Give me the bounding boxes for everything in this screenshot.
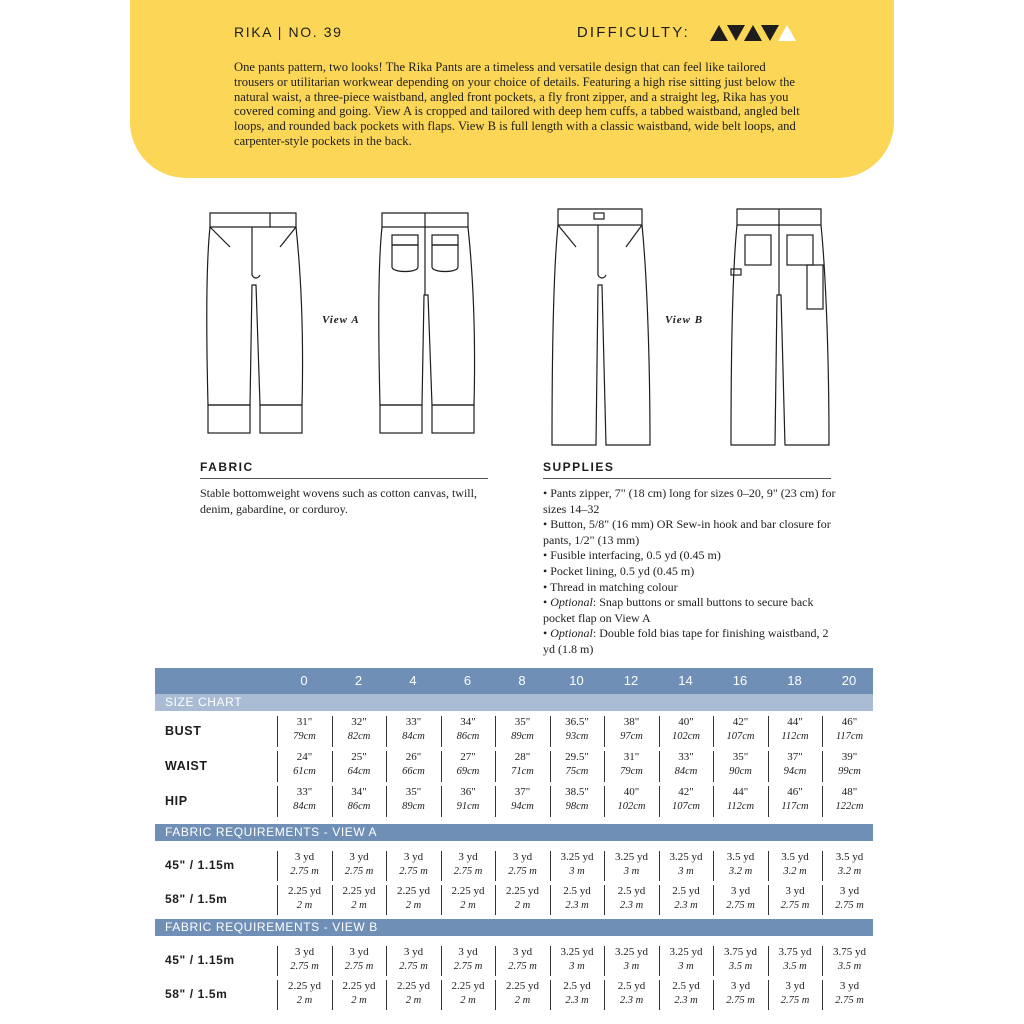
metric-value: 84cm xyxy=(293,800,316,812)
metric-value: 122cm xyxy=(835,800,864,812)
fabric-req-a-row-cell xyxy=(713,885,767,915)
fabric-req-b-row-cell xyxy=(441,980,495,1010)
metric-value: 3 m xyxy=(623,960,640,972)
imperial-value: 3 yd xyxy=(839,980,860,992)
measurement-row-cell xyxy=(713,786,767,817)
metric-value: 86cm xyxy=(347,800,371,812)
metric-value: 112cm xyxy=(781,730,809,742)
metric-value: 91cm xyxy=(456,800,480,812)
fabric-req-b-row-cell xyxy=(604,980,658,1010)
imperial-value: 39" xyxy=(841,751,858,763)
metric-value: 2 m xyxy=(296,899,313,911)
metric-value: 3 m xyxy=(569,960,585,972)
fabric-req-a-row-cell xyxy=(550,851,604,881)
measurement-row-cell xyxy=(332,786,386,817)
fabric-req-b-row-cell xyxy=(386,946,440,976)
imperial-value: 35" xyxy=(405,786,422,798)
measurement-row-cell xyxy=(386,751,440,782)
size-column-header: 0 xyxy=(300,673,308,688)
fabric-req-a-row-label: 45" / 1.15m xyxy=(165,858,235,872)
metric-value: 2.75 m xyxy=(290,865,319,877)
imperial-value: 3.25 yd xyxy=(669,851,703,863)
measurement-row-cell xyxy=(495,751,549,782)
metric-value: 97cm xyxy=(620,730,643,742)
imperial-value: 31" xyxy=(623,751,640,763)
imperial-value: 3 yd xyxy=(730,885,751,897)
measurement-row-label: HIP xyxy=(165,794,188,808)
measurement-row-label: WAIST xyxy=(165,759,208,773)
supply-item: • Pocket lining, 0.5 yd (0.45 m) xyxy=(543,564,843,580)
metric-value: 3.2 m xyxy=(837,865,862,877)
fabric-req-a-row-cell xyxy=(768,885,822,915)
imperial-value: 2.25 yd xyxy=(288,980,321,992)
imperial-value: 2.25 yd xyxy=(342,885,376,897)
measurement-row-cell xyxy=(332,751,386,782)
imperial-value: 3 yd xyxy=(403,851,424,863)
imperial-value: 3.5 yd xyxy=(726,851,755,863)
fabric-req-b-row-cell xyxy=(386,980,440,1010)
imperial-value: 3 yd xyxy=(458,851,478,863)
metric-value: 2.75 m xyxy=(726,899,755,911)
metric-value: 98cm xyxy=(565,800,589,812)
size-column-header: 2 xyxy=(354,673,363,688)
fabric-req-b-row-cell xyxy=(332,946,386,976)
metric-value: 2.75 m xyxy=(780,899,810,911)
measurement-row-cell xyxy=(277,716,331,747)
size-chart-title: SIZE CHART xyxy=(155,694,873,711)
metric-value: 2.75 m xyxy=(726,994,755,1006)
metric-value: 79cm xyxy=(620,765,643,777)
metric-value: 2.3 m xyxy=(674,994,698,1006)
metric-value: 2.3 m xyxy=(674,899,698,911)
fabric-req-b-row-cell xyxy=(822,946,876,976)
metric-value: 3 m xyxy=(678,865,694,877)
metric-value: 117cm xyxy=(781,800,809,812)
metric-value: 2.75 m xyxy=(290,960,319,972)
measurement-row-cell xyxy=(604,716,658,747)
header-banner xyxy=(130,0,894,178)
size-column-header: 12 xyxy=(623,673,639,688)
fabric-req-a-row-cell xyxy=(386,851,440,881)
size-column-header: 14 xyxy=(678,673,693,688)
metric-value: 2.75 m xyxy=(399,865,428,877)
metric-value: 2.75 m xyxy=(835,994,864,1006)
fabric-req-b-row-cell xyxy=(277,980,331,1010)
metric-value: 71cm xyxy=(511,765,534,777)
fabric-req-a-row-label: 58" / 1.5m xyxy=(165,892,228,906)
fabric-text: Stable bottomweight wovens such as cotton canvas, twill, denim, gabardine, or corduroy. xyxy=(200,486,477,516)
size-column-header: 20 xyxy=(841,673,857,688)
imperial-value: 26" xyxy=(405,751,422,763)
measurement-row-cell xyxy=(550,716,604,747)
fabric-req-a-row-cell xyxy=(822,851,876,881)
measurement-row-cell xyxy=(604,786,658,817)
metric-value: 66cm xyxy=(402,765,425,777)
imperial-value: 42" xyxy=(732,716,749,728)
fabric-req-b-row-cell xyxy=(768,980,822,1010)
metric-value: 89cm xyxy=(511,730,534,742)
metric-value: 3 m xyxy=(678,960,694,972)
imperial-value: 3 yd xyxy=(512,851,533,863)
fabric-req-a-row-cell xyxy=(495,851,549,881)
metric-value: 93cm xyxy=(565,730,589,742)
metric-value: 3 m xyxy=(623,865,640,877)
fabric-req-a-row-cell xyxy=(386,885,440,915)
imperial-value: 36" xyxy=(460,786,476,798)
difficulty-label: DIFFICULTY: xyxy=(576,24,690,41)
imperial-value: 40" xyxy=(678,716,694,728)
view-a-front-drawing xyxy=(200,205,310,445)
size-column-header: 16 xyxy=(732,673,748,688)
supplies-list xyxy=(543,486,843,658)
measurement-row-cell xyxy=(441,786,495,817)
imperial-value: 35" xyxy=(514,716,531,728)
supply-item: • Optional: Snap buttons or small buttons to secure back pocket flap on View A xyxy=(543,595,843,626)
fabric-req-a-row-cell xyxy=(822,885,876,915)
sizes-header-band xyxy=(155,668,873,694)
imperial-value: 3 yd xyxy=(458,946,478,958)
imperial-value: 2.25 yd xyxy=(451,885,485,897)
fabric-req-b-row-label: 45" / 1.15m xyxy=(165,953,235,967)
metric-value: 2 m xyxy=(460,899,476,911)
metric-value: 2.75 m xyxy=(399,960,428,972)
metric-value: 90cm xyxy=(729,765,752,777)
measurement-row-cell xyxy=(768,751,822,782)
view-a-label: View A xyxy=(322,314,360,326)
fabric-req-a-row-cell xyxy=(332,885,386,915)
measurement-row-cell xyxy=(495,786,549,817)
fabric-req-b-row-cell xyxy=(332,980,386,1010)
fabric-req-a-row-cell xyxy=(550,885,604,915)
size-column-header: 4 xyxy=(409,673,417,688)
fabric-req-a-title: FABRIC REQUIREMENTS - VIEW A xyxy=(155,824,873,841)
imperial-value: 44" xyxy=(732,786,749,798)
fabric-req-b-row-cell xyxy=(495,980,549,1010)
measurement-row-cell xyxy=(386,716,440,747)
fabric-req-a-row-cell xyxy=(441,851,495,881)
imperial-value: 2.25 yd xyxy=(397,885,430,897)
metric-value: 3.5 m xyxy=(728,960,753,972)
imperial-value: 28" xyxy=(514,751,531,763)
supplies-heading: SUPPLIES xyxy=(543,460,831,479)
measurement-row-cell xyxy=(604,751,658,782)
imperial-value: 27" xyxy=(460,751,476,763)
measurement-row-cell xyxy=(550,786,604,817)
imperial-value: 2.25 yd xyxy=(342,980,376,992)
metric-value: 3.5 m xyxy=(837,960,862,972)
fabric-req-a-row-cell xyxy=(441,885,495,915)
metric-value: 2.75 m xyxy=(453,865,483,877)
size-column-header: 8 xyxy=(518,673,526,688)
size-column-header: 6 xyxy=(463,673,472,688)
metric-value: 2 m xyxy=(296,994,313,1006)
imperial-value: 3.75 yd xyxy=(833,946,866,958)
metric-value: 2 m xyxy=(351,994,367,1006)
fabric-req-b-row-cell xyxy=(604,946,658,976)
metric-value: 3.2 m xyxy=(728,865,753,877)
measurement-row-cell xyxy=(277,786,331,817)
imperial-value: 37" xyxy=(787,751,803,763)
metric-value: 79cm xyxy=(293,730,316,742)
imperial-value: 3 yd xyxy=(294,851,315,863)
supply-item: • Button, 5/8" (16 mm) OR Sew-in hook and bar closure for pants, 1/2" (13 mm) xyxy=(543,517,843,548)
metric-value: 112cm xyxy=(726,800,755,812)
size-column-header: 10 xyxy=(569,673,584,688)
fabric-req-a-row-cell xyxy=(659,885,713,915)
metric-value: 2.3 m xyxy=(619,994,644,1006)
pattern-description: One pants pattern, two looks! The Rika Pants are a timeless and versatile design that can feel like tailored trousers or utilitarian workwear depending on your choice of details. Featuring a high rise sitting just below the natural waist, a three-piece waistband, angled front pockets, a fly front zipper, and a straight leg, Rika has you covered coming and going. View A is cropped and tailored with deep hem cuffs, a tabbed waistband, angled belt loops, and rounded back pockets with flaps. View B is full length with a classic waistband, wide belt loops, and carpenter-style pockets in the back. xyxy=(234,60,800,148)
metric-value: 3 m xyxy=(569,865,585,877)
imperial-value: 36.5" xyxy=(565,716,589,728)
measurement-row-cell xyxy=(386,786,440,817)
imperial-value: 3.5 yd xyxy=(835,851,864,863)
imperial-value: 3 yd xyxy=(730,980,751,992)
metric-value: 102cm xyxy=(617,800,646,812)
metric-value: 84cm xyxy=(402,730,425,742)
measurement-row-cell xyxy=(441,716,495,747)
fabric-req-a-row-cell xyxy=(604,851,658,881)
fabric-req-b-row-cell xyxy=(550,980,604,1010)
imperial-value: 48" xyxy=(841,786,858,798)
imperial-value: 3 yd xyxy=(403,946,424,958)
pattern-title: RIKA | NO. 39 xyxy=(234,24,343,40)
metric-value: 3.2 m xyxy=(783,865,807,877)
imperial-value: 42" xyxy=(678,786,694,798)
metric-value: 2 m xyxy=(405,994,422,1006)
measurement-row-cell xyxy=(659,751,713,782)
metric-value: 2.75 m xyxy=(344,865,374,877)
supply-item: • Thread in matching colour xyxy=(543,580,843,596)
imperial-value: 2.5 yd xyxy=(617,885,646,897)
fabric-req-b-row-cell xyxy=(659,980,713,1010)
view-b-back-drawing xyxy=(725,205,835,455)
imperial-value: 34" xyxy=(351,786,367,798)
measurement-row-cell xyxy=(822,751,876,782)
imperial-value: 37" xyxy=(514,786,531,798)
measurement-row-cell xyxy=(277,751,331,782)
imperial-value: 35" xyxy=(732,751,749,763)
view-b-label: View B xyxy=(665,314,704,326)
measurement-row-cell xyxy=(441,751,495,782)
fabric-req-a-row-cell xyxy=(277,851,331,881)
view-a-back-drawing xyxy=(372,205,482,445)
imperial-value: 3.25 yd xyxy=(560,946,594,958)
imperial-value: 3.25 yd xyxy=(560,851,594,863)
measurement-row-cell xyxy=(659,786,713,817)
fabric-req-a-row-cell xyxy=(332,851,386,881)
metric-value: 2 m xyxy=(351,899,367,911)
fabric-heading: FABRIC xyxy=(200,460,488,479)
metric-value: 82cm xyxy=(347,730,371,742)
metric-value: 2 m xyxy=(405,899,422,911)
imperial-value: 3 yd xyxy=(349,946,369,958)
metric-value: 102cm xyxy=(672,730,700,742)
supply-item: • Optional: Double fold bias tape for finishing waistband, 2 yd (1.8 m) xyxy=(543,626,843,657)
imperial-value: 31" xyxy=(296,716,313,728)
fabric-req-b-row-cell xyxy=(550,946,604,976)
measurement-row-cell xyxy=(550,751,604,782)
fabric-req-b-row-cell xyxy=(768,946,822,976)
imperial-value: 3.75 yd xyxy=(778,946,812,958)
metric-value: 117cm xyxy=(835,730,864,742)
imperial-value: 46" xyxy=(787,786,803,798)
fabric-req-b-row-cell xyxy=(713,980,767,1010)
metric-value: 69cm xyxy=(456,765,480,777)
measurement-row-cell xyxy=(495,716,549,747)
metric-value: 2.3 m xyxy=(619,899,644,911)
metric-value: 2.75 m xyxy=(780,994,810,1006)
fabric-req-b-row-cell xyxy=(713,946,767,976)
size-chart xyxy=(155,668,873,1008)
supply-item: • Pants zipper, 7" (18 cm) long for sizes 0–20, 9" (23 cm) for sizes 14–32 xyxy=(543,486,843,517)
imperial-value: 3.25 yd xyxy=(615,946,648,958)
imperial-value: 33" xyxy=(296,786,313,798)
imperial-value: 3 yd xyxy=(512,946,533,958)
metric-value: 2.75 m xyxy=(835,899,864,911)
measurement-row-cell xyxy=(332,716,386,747)
imperial-value: 3 yd xyxy=(839,885,860,897)
imperial-value: 3 yd xyxy=(294,946,315,958)
metric-value: 99cm xyxy=(838,765,861,777)
fabric-req-a-row-cell xyxy=(604,885,658,915)
imperial-value: 38.5" xyxy=(565,786,589,798)
imperial-value: 3 yd xyxy=(785,980,805,992)
metric-value: 89cm xyxy=(402,800,425,812)
metric-value: 61cm xyxy=(293,765,316,777)
metric-value: 107cm xyxy=(726,730,755,742)
fabric-req-a-row-cell xyxy=(495,885,549,915)
metric-value: 84cm xyxy=(674,765,698,777)
imperial-value: 2.5 yd xyxy=(672,885,700,897)
imperial-value: 46" xyxy=(841,716,858,728)
measurement-row-cell xyxy=(768,716,822,747)
metric-value: 2.3 m xyxy=(565,994,589,1006)
fabric-req-b-row-cell xyxy=(822,980,876,1010)
imperial-value: 33" xyxy=(405,716,422,728)
metric-value: 94cm xyxy=(511,800,534,812)
imperial-value: 44" xyxy=(787,716,803,728)
fabric-req-b-row-label: 58" / 1.5m xyxy=(165,987,228,1001)
metric-value: 107cm xyxy=(672,800,700,812)
imperial-value: 3.5 yd xyxy=(781,851,809,863)
imperial-value: 3 yd xyxy=(349,851,369,863)
measurement-row-cell xyxy=(768,786,822,817)
metric-value: 75cm xyxy=(565,765,589,777)
imperial-value: 3.25 yd xyxy=(669,946,703,958)
metric-value: 2 m xyxy=(514,994,531,1006)
metric-value: 94cm xyxy=(783,765,807,777)
fabric-req-b-row-cell xyxy=(495,946,549,976)
fabric-req-a-row-cell xyxy=(713,851,767,881)
measurement-row-label: BUST xyxy=(165,724,202,738)
measurement-row-cell xyxy=(659,716,713,747)
imperial-value: 34" xyxy=(460,716,476,728)
imperial-value: 33" xyxy=(678,751,694,763)
imperial-value: 3.25 yd xyxy=(615,851,648,863)
fabric-req-b-title: FABRIC REQUIREMENTS - VIEW B xyxy=(155,919,873,936)
imperial-value: 29.5" xyxy=(565,751,589,763)
imperial-value: 2.25 yd xyxy=(397,980,430,992)
metric-value: 2.75 m xyxy=(453,960,483,972)
imperial-value: 38" xyxy=(623,716,640,728)
fabric-req-b-row-cell xyxy=(441,946,495,976)
metric-value: 2.75 m xyxy=(508,865,537,877)
imperial-value: 2.25 yd xyxy=(451,980,485,992)
imperial-value: 3 yd xyxy=(785,885,805,897)
imperial-value: 40" xyxy=(623,786,640,798)
imperial-value: 2.25 yd xyxy=(506,885,539,897)
size-column-header: 18 xyxy=(787,673,802,688)
fabric-req-a-row-cell xyxy=(659,851,713,881)
imperial-value: 32" xyxy=(351,716,367,728)
imperial-value: 3.75 yd xyxy=(724,946,757,958)
fabric-req-a-row-cell xyxy=(277,885,331,915)
imperial-value: 2.5 yd xyxy=(672,980,700,992)
view-b-front-drawing xyxy=(546,205,656,455)
measurement-row-cell xyxy=(713,716,767,747)
imperial-value: 2.5 yd xyxy=(563,980,591,992)
metric-value: 2 m xyxy=(460,994,476,1006)
metric-value: 2.75 m xyxy=(508,960,537,972)
metric-value: 2.75 m xyxy=(344,960,374,972)
imperial-value: 2.5 yd xyxy=(617,980,646,992)
imperial-value: 2.25 yd xyxy=(288,885,321,897)
imperial-value: 25" xyxy=(351,751,367,763)
difficulty-rating-icon xyxy=(710,25,798,41)
supply-item: • Fusible interfacing, 0.5 yd (0.45 m) xyxy=(543,548,843,564)
fabric-req-b-row-cell xyxy=(659,946,713,976)
metric-value: 64cm xyxy=(347,765,371,777)
measurement-row-cell xyxy=(822,786,876,817)
fabric-req-a-row-cell xyxy=(768,851,822,881)
measurement-row-cell xyxy=(822,716,876,747)
fabric-req-b-row-cell xyxy=(277,946,331,976)
metric-value: 86cm xyxy=(456,730,480,742)
metric-value: 2 m xyxy=(514,899,531,911)
imperial-value: 2.25 yd xyxy=(506,980,539,992)
metric-value: 3.5 m xyxy=(783,960,807,972)
metric-value: 2.3 m xyxy=(565,899,589,911)
imperial-value: 2.5 yd xyxy=(563,885,591,897)
measurement-row-cell xyxy=(713,751,767,782)
imperial-value: 24" xyxy=(296,751,313,763)
